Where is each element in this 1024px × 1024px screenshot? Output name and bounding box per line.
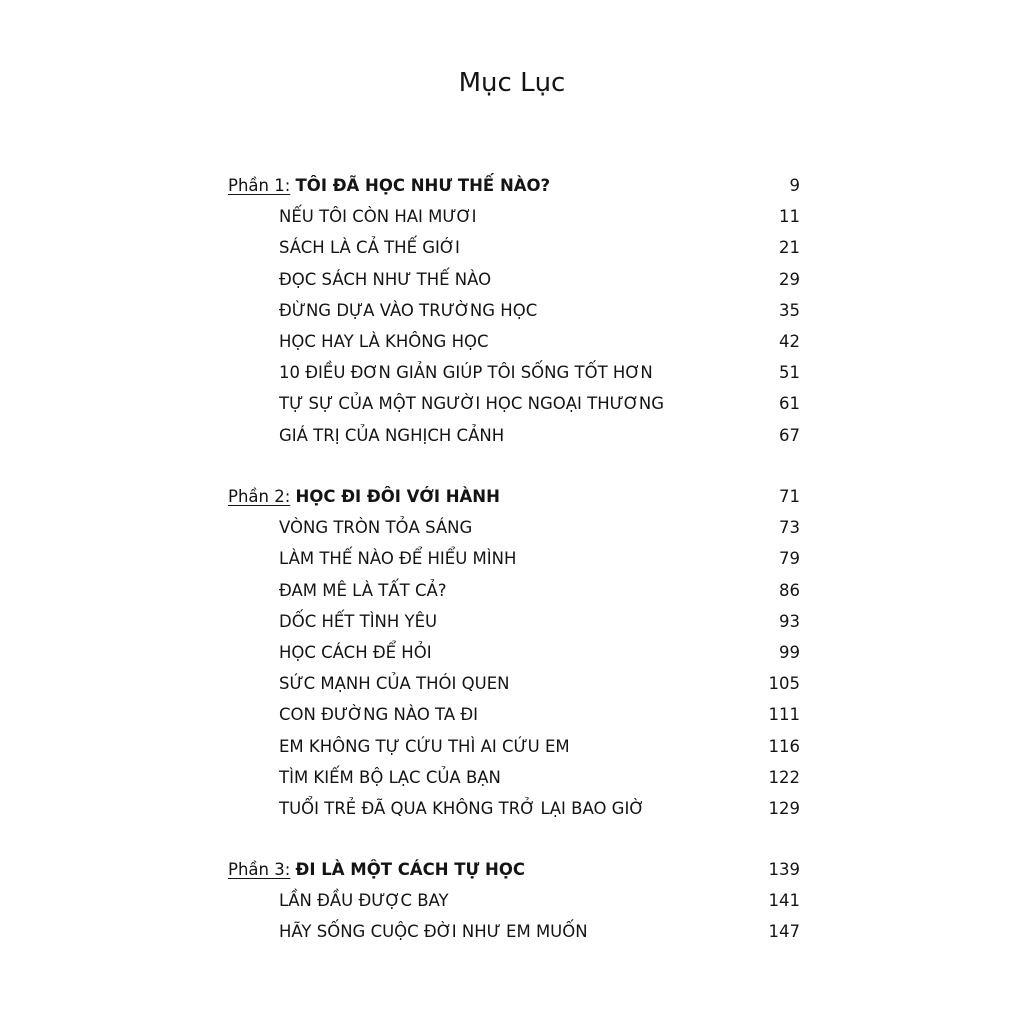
page-number: 105 bbox=[768, 674, 800, 694]
page-number: 51 bbox=[779, 363, 800, 383]
chapter-title: GIÁ TRỊ CỦA NGHỊCH CẢNH bbox=[279, 425, 505, 445]
chapter-title: ĐỌC SÁCH NHƯ THẾ NÀO bbox=[279, 269, 492, 289]
chapter-title: TÌM KIẾM BỘ LẠC CỦA BẠN bbox=[279, 767, 501, 787]
chapter-title: 10 ĐIỀU ĐƠN GIẢN GIÚP TÔI SỐNG TỐT HƠN bbox=[279, 363, 653, 383]
chapter-title: HỌC CÁCH ĐỂ HỎI bbox=[279, 643, 432, 662]
page-number: 73 bbox=[779, 518, 800, 538]
chapter-title: ĐAM MÊ LÀ TẤT CẢ? bbox=[279, 580, 447, 600]
chapter-title: LÀM THẾ NÀO ĐỂ HIỂU MÌNH bbox=[279, 549, 517, 569]
chapter-entry[interactable] bbox=[0, 267, 1024, 293]
chapter-entry[interactable] bbox=[0, 578, 1024, 604]
chapter-title: HỌC HAY LÀ KHÔNG HỌC bbox=[279, 332, 489, 351]
page-number: 141 bbox=[768, 891, 800, 911]
chapter-entry[interactable] bbox=[0, 702, 1024, 728]
chapter-entry[interactable] bbox=[0, 235, 1024, 261]
page-number: 147 bbox=[768, 922, 800, 942]
page-number: 139 bbox=[768, 860, 800, 879]
chapter-title: ĐỪNG DỰA VÀO TRƯỜNG HỌC bbox=[279, 300, 538, 320]
page-number: 11 bbox=[779, 207, 800, 227]
page-number: 71 bbox=[779, 487, 800, 506]
chapter-entry[interactable] bbox=[0, 796, 1024, 822]
chapter-title: TUỔI TRẺ ĐÃ QUA KHÔNG TRỞ LẠI BAO GIỜ bbox=[279, 799, 645, 818]
chapter-title: SỨC MẠNH CỦA THÓI QUEN bbox=[279, 674, 510, 694]
part-prefix: Phần 2: bbox=[228, 487, 291, 506]
page-number: 29 bbox=[779, 269, 800, 289]
page-title: Mục Lục bbox=[458, 68, 566, 98]
part-heading-2[interactable] bbox=[0, 484, 1024, 510]
chapter-entry[interactable] bbox=[0, 423, 1024, 449]
page-number: 61 bbox=[779, 394, 800, 414]
page-number: 35 bbox=[779, 300, 800, 320]
chapter-title: DỐC HẾT TÌNH YÊU bbox=[279, 611, 438, 631]
chapter-title: LẦN ĐẦU ĐƯỢC BAY bbox=[279, 891, 449, 911]
chapter-title: TỰ SỰ CỦA MỘT NGƯỜI HỌC NGOẠI THƯƠNG bbox=[279, 394, 665, 414]
chapter-entry[interactable] bbox=[0, 546, 1024, 572]
chapter-title: VÒNG TRÒN TỎA SÁNG bbox=[279, 518, 473, 538]
chapter-entry[interactable] bbox=[0, 609, 1024, 635]
page-number: 122 bbox=[768, 767, 800, 787]
page-number: 116 bbox=[768, 736, 800, 756]
chapter-title: SÁCH LÀ CẢ THẾ GIỚI bbox=[279, 238, 460, 258]
page-number: 86 bbox=[779, 580, 800, 600]
chapter-entry[interactable] bbox=[0, 329, 1024, 355]
chapter-entry[interactable] bbox=[0, 919, 1024, 945]
page-number: 99 bbox=[779, 643, 800, 662]
chapter-entry[interactable] bbox=[0, 360, 1024, 386]
chapter-title: EM KHÔNG TỰ CỨU THÌ AI CỨU EM bbox=[279, 736, 570, 756]
page-number: 42 bbox=[779, 332, 800, 351]
chapter-entry[interactable] bbox=[0, 765, 1024, 791]
chapter-entry[interactable] bbox=[0, 640, 1024, 666]
part-prefix: Phần 3: bbox=[228, 860, 291, 879]
chapter-entry[interactable] bbox=[0, 734, 1024, 760]
chapter-entry[interactable] bbox=[0, 515, 1024, 541]
chapter-entry[interactable] bbox=[0, 888, 1024, 914]
part-title: HỌC ĐI ĐÔI VỚI HÀNH bbox=[295, 487, 500, 506]
chapter-entry[interactable] bbox=[0, 391, 1024, 417]
page-number: 67 bbox=[779, 425, 800, 445]
part-title: ĐI LÀ MỘT CÁCH TỰ HỌC bbox=[295, 860, 525, 879]
page-number: 129 bbox=[768, 799, 800, 818]
page-number: 79 bbox=[779, 549, 800, 569]
chapter-title: HÃY SỐNG CUỘC ĐỜI NHƯ EM MUỐN bbox=[279, 922, 588, 942]
chapter-entry[interactable] bbox=[0, 204, 1024, 230]
chapter-entry[interactable] bbox=[0, 671, 1024, 697]
page-number: 93 bbox=[779, 611, 800, 631]
part-heading-1[interactable] bbox=[0, 173, 1024, 199]
chapter-title: NẾU TÔI CÒN HAI MƯƠI bbox=[279, 207, 477, 227]
part-prefix: Phần 1: bbox=[228, 176, 291, 195]
chapter-title: CON ĐƯỜNG NÀO TA ĐI bbox=[279, 705, 479, 725]
page-number: 111 bbox=[768, 705, 800, 725]
page-number: 9 bbox=[789, 176, 800, 195]
chapter-entry[interactable] bbox=[0, 298, 1024, 324]
page-number: 21 bbox=[779, 238, 800, 258]
part-heading-3[interactable] bbox=[0, 857, 1024, 883]
part-title: TÔI ĐÃ HỌC NHƯ THẾ NÀO? bbox=[295, 176, 551, 195]
